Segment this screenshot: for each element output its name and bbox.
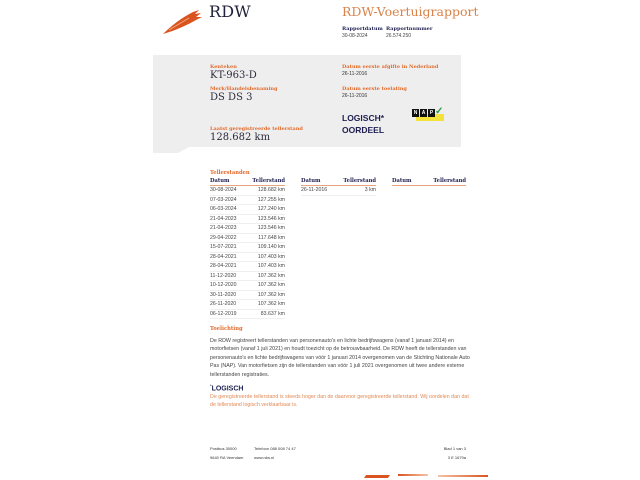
row-date: 28-04-2021 xyxy=(210,253,237,260)
verdict-line2: OORDEEL xyxy=(342,125,385,135)
explanation-title: Toelichting xyxy=(210,326,243,332)
footer-stripe-3 xyxy=(438,475,488,477)
footer-stripe-2 xyxy=(398,474,428,476)
footer-po-box: Postbus 30000 xyxy=(210,446,237,451)
make-label: Merk/Handelsbenaming xyxy=(210,86,278,92)
first-admission-label: Datum eerste toelating xyxy=(342,86,407,92)
table-header xyxy=(392,178,466,186)
row-date: 07-03-2024 xyxy=(210,196,237,203)
plate-label: Kenteken xyxy=(210,64,237,70)
odometer-table-2 xyxy=(301,178,376,196)
table-row xyxy=(210,262,285,272)
table-row xyxy=(210,205,285,215)
footer-code: 3 E 1679a xyxy=(447,455,466,460)
row-date: 06-03-2024 xyxy=(210,206,237,212)
row-reading: 109.140 km xyxy=(257,244,285,250)
row-reading: 107.362 km xyxy=(257,301,285,307)
report-date-label: Rapportdatum xyxy=(342,26,383,32)
table-row xyxy=(301,186,376,196)
row-reading: 123.546 km xyxy=(257,215,285,222)
col-date: Datum xyxy=(301,178,321,184)
report-date-value: 30-08-2024 xyxy=(342,33,368,39)
row-reading: 107.403 km xyxy=(257,253,285,260)
row-date: 26-11-2016 xyxy=(301,187,328,193)
table-row xyxy=(210,272,285,282)
table-row xyxy=(210,243,285,253)
footer-page-info xyxy=(420,444,466,462)
logisch-text: De geregistreerde tellerstand is steeds hoger dan de daarvoor geregistreerde tellerstand. Wij oordelen dan dat de tellerstand logisch verklaarbaar is. xyxy=(210,394,469,409)
first-admission-nl-value: 26-11-2016 xyxy=(342,71,368,77)
footer-contact xyxy=(254,444,296,462)
row-date: 15-07-2021 xyxy=(210,244,237,250)
row-date: 21-04-2023 xyxy=(210,225,237,231)
nap-letter-p: P xyxy=(429,110,434,116)
row-date: 21-04-2023 xyxy=(210,215,237,222)
report-number-value: 26.574.250 xyxy=(386,33,412,39)
table-row xyxy=(210,215,285,225)
report-number xyxy=(386,26,432,40)
row-reading: 123.546 km xyxy=(257,225,285,231)
make-value: DS DS 3 xyxy=(210,92,253,103)
col-reading: Tellerstand xyxy=(252,178,285,184)
report-number-label: Rapportnummer xyxy=(386,26,433,32)
row-date: 30-11-2020 xyxy=(210,291,237,298)
first-admission-value: 26-11-2016 xyxy=(342,93,368,99)
row-reading: 128.682 km xyxy=(257,187,285,193)
row-date: 06-12-2019 xyxy=(210,310,237,317)
panel-tab-decoration xyxy=(153,147,189,153)
footer-address xyxy=(210,444,243,462)
nap-letter-n: N xyxy=(413,110,418,116)
report-title: RDW-Voertuigrapport xyxy=(342,4,479,19)
verdict-line1: LOGISCH* xyxy=(342,113,385,123)
row-reading: 127.240 km xyxy=(257,206,285,212)
table-row xyxy=(210,310,285,320)
col-date: Datum xyxy=(392,178,412,184)
table-row xyxy=(210,224,285,234)
odometer-table-3 xyxy=(392,178,466,186)
row-reading: 107.362 km xyxy=(257,291,285,298)
table-row xyxy=(210,253,285,263)
footer-page: Blad 1 van 3 xyxy=(443,446,466,451)
asterisk-mark: * xyxy=(210,383,212,388)
table-row xyxy=(210,300,285,310)
row-reading: 127.255 km xyxy=(257,196,285,203)
row-reading: 3 km xyxy=(364,187,376,193)
table-row xyxy=(210,234,285,244)
checkmark-icon: ✓ xyxy=(435,106,444,117)
logisch-title: LOGISCH xyxy=(211,385,244,393)
row-reading: 83.637 km xyxy=(260,310,285,317)
plate-value: KT-963-D xyxy=(210,70,257,81)
footer-phone: Telefoon 088 008 74 47 xyxy=(254,446,296,451)
row-reading: 107.403 km xyxy=(257,263,285,269)
last-odometer-value: 128.682 km xyxy=(210,132,271,143)
row-date: 10-12-2020 xyxy=(210,282,237,288)
table-row xyxy=(210,196,285,206)
row-date: 28-04-2021 xyxy=(210,263,237,269)
table-row xyxy=(210,291,285,301)
odometer-table-1 xyxy=(210,178,285,319)
footer-stripe-1 xyxy=(364,475,390,478)
rdw-logo-icon xyxy=(163,8,203,34)
last-odometer-label: Laatst geregistreerde tellerstand xyxy=(210,126,303,132)
col-reading: Tellerstand xyxy=(433,178,466,184)
table-header xyxy=(210,178,285,186)
nap-logo-icon xyxy=(412,106,444,123)
first-admission-nl-label: Datum eerste afgifte in Nederland xyxy=(342,64,439,70)
report-date xyxy=(342,26,383,40)
odometer-section-title: Tellerstanden xyxy=(210,170,250,176)
footer-website[interactable]: www.rdw.nl xyxy=(254,455,275,460)
col-reading: Tellerstand xyxy=(343,178,376,184)
explanation-text: De RDW registreert tellerstanden van personenauto's en lichte bedrijfswagens (vanaf 1 januari 2014) en motorfietsen (vanaf 1 juli 2021) en houdt toezicht op de betrouwbaarheid. De RDW heeft de tellerstanden van personenauto's en lichte bedrijfswagens van vóór 1 januari 2014 overgenomen van de Stichting Nationale Auto Pas (NAP). Van motorfietsen zijn de tellerstanden van vóór 1 juli 2021 overgenomen uit twee andere externe tellerstanden registraties. xyxy=(210,338,470,378)
row-date: 11-12-2020 xyxy=(210,272,237,279)
col-date: Datum xyxy=(210,178,230,184)
table-header xyxy=(301,178,376,186)
brand-name: RDW xyxy=(209,2,251,21)
row-reading: 117.648 km xyxy=(258,234,285,241)
row-date: 30-08-2024 xyxy=(210,187,237,193)
table-row xyxy=(210,281,285,291)
row-reading: 107.362 km xyxy=(257,282,285,288)
row-date: 29-04-2022 xyxy=(210,234,237,241)
table-row xyxy=(210,186,285,196)
row-date: 26-11-2020 xyxy=(210,301,237,307)
row-reading: 107.362 km xyxy=(257,272,285,279)
verdict xyxy=(342,112,384,136)
logisch-heading xyxy=(210,383,243,392)
nap-letter-a: A xyxy=(421,110,426,116)
footer-postal: 9640 RA Veendam xyxy=(210,455,244,460)
